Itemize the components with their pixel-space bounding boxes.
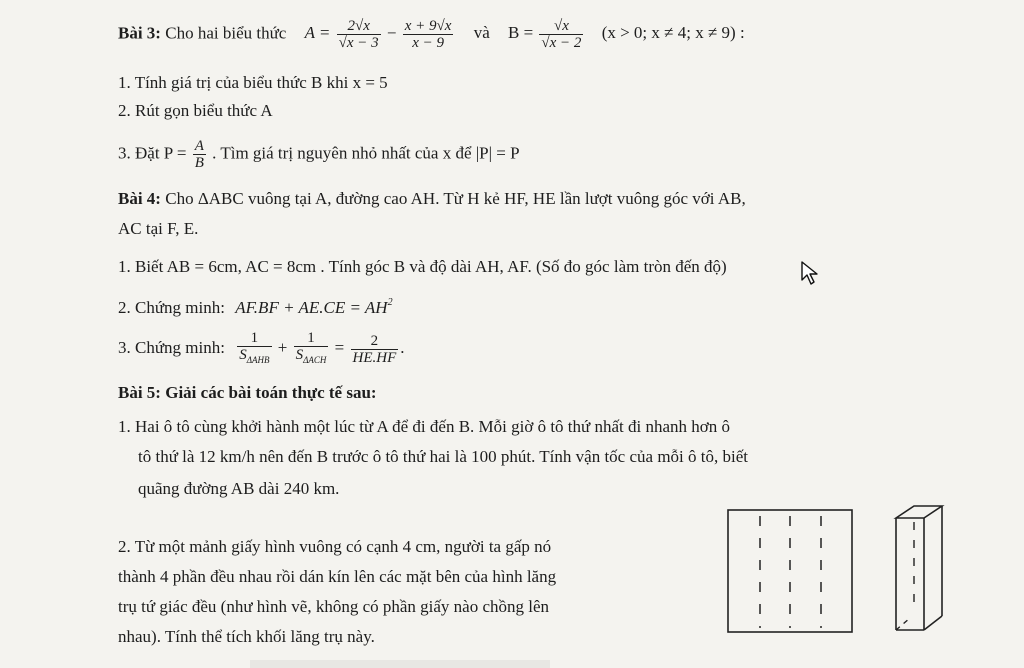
and-word: và <box>473 23 490 43</box>
fraction-3: $\frac{√x}{√x - 2}$ <box>541 18 582 51</box>
bai5-p2-line-2: thành 4 phần đều nhau rồi dán kín lên các mặt bên của hình lăng <box>118 567 557 586</box>
square-paper-figure <box>726 508 856 636</box>
bai3-question-2: 2. Rút gọn biểu thức A <box>118 101 273 120</box>
fraction-s2: $\frac{1}{S_{\Delta ACH}}$ <box>295 330 327 365</box>
condition: (x > 0; x ≠ 4; x ≠ 9) : <box>601 23 745 43</box>
bai4-question-1: 1. Biết AB = 6cm, AC = 8cm . Tính góc B và độ dài AH, AF. (Số đo góc làm tròn đến độ) <box>118 257 727 276</box>
bai5-p1-line-1: 1. Hai ô tô cùng khởi hành một lúc từ A để đi đến B. Mỗi giờ ô tô thứ nhất đi nhanh hơn ô <box>118 417 731 436</box>
bai3-question-3: 3. Đặt P = $\frac{A}{B}$ . Tìm giá trị nguyên nhỏ nhất của x để |P| = P <box>118 138 520 171</box>
bai5-p2-line-1: 2. Từ một mảnh giấy hình vuông có cạnh 4 cm, người ta gấp nó <box>118 537 552 556</box>
fraction-s1: $\frac{1}{S_{\Delta AHB}}$ <box>239 330 270 365</box>
bai3-title: Bài 3: <box>118 23 161 43</box>
fraction-p: $\frac{A}{B}$ <box>194 138 204 171</box>
bai5-title: Bài 5: Giải các bài toán thực tế sau: <box>118 383 377 402</box>
bai5-p2-line-3: trụ tứ giác đều (như hình vẽ, không có phần giấy nào chồng lên <box>118 597 550 616</box>
bai4-question-2: 2. Chứng minh: $AF.BF + AE.CE = AH^2$ <box>118 297 393 317</box>
fraction-1: $\frac{2√x}{√x - 3}$ <box>338 18 379 51</box>
bai4-line-2: AC tại F, E. <box>118 219 199 238</box>
prism-figure <box>890 500 950 640</box>
bai3-header <box>118 18 745 51</box>
bai3-question-1: 1. Tính giá trị của biểu thức B khi x = 5 <box>118 73 388 92</box>
bai4-line-1: Bài 4: Cho ΔABC vuông tại A, đường cao AH. Từ H kẻ HF, HE lần lượt vuông góc với AB, <box>118 189 746 208</box>
minus-sign: − <box>386 23 397 43</box>
fraction-hehf: $\frac{2}{HE.HF}$ <box>352 332 397 366</box>
bai4-question-3: 3. Chứng minh: $\frac{1}{S_{\Delta AHB}}$ + $\frac{1}{S_{\Delta ACH}}$ = $\frac{2}{HE.HF}$ . <box>118 330 405 368</box>
bai4-title: Bài 4: <box>118 189 161 208</box>
bai5-p1-line-2: tô thứ là 12 km/h nên đến B trước ô tô thứ hai là 100 phút. Tính vận tốc của mỗi ô tô, biết <box>138 447 748 466</box>
bai3-intro: Cho hai biểu thức <box>165 23 287 43</box>
bottom-edge-shadow <box>250 660 550 668</box>
formula-a-label: A = <box>304 23 331 43</box>
bai5-p1-line-3: quãng đường AB dài 240 km. <box>138 479 340 498</box>
formula-b-label: B = <box>507 23 534 43</box>
bai5-p2-line-4: nhau). Tính thể tích khối lăng trụ này. <box>118 627 375 646</box>
fraction-2: $\frac{x + 9√x}{x - 9}$ <box>404 18 452 51</box>
mouse-pointer-icon <box>800 260 820 286</box>
